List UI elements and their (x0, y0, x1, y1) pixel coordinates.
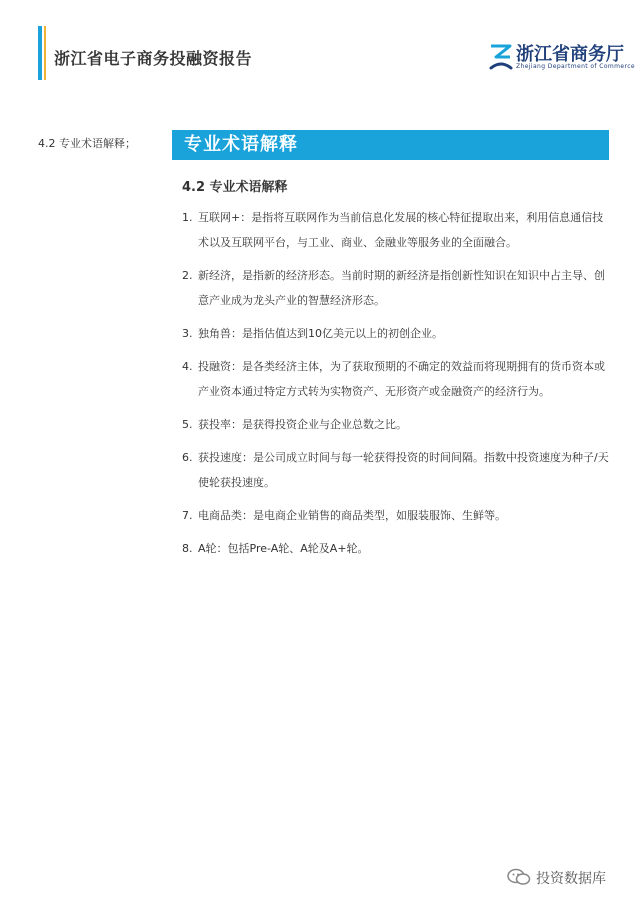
section-banner: 专业术语解释 (172, 130, 609, 160)
term-number: 4. (182, 360, 193, 373)
report-title: 浙江省电子商务投融资报告 (54, 49, 253, 68)
term-item (182, 412, 610, 437)
term-text: 电商品类：是电商企业销售的商品类型，如服装服饰、生鲜等。 (198, 509, 506, 522)
term-text: 互联网+：是指将互联网作为当前信息化发展的核心特征提取出来，利用信息通信技术以及互联网平台，与工业、商业、金融业等服务业的全面融合。 (198, 211, 604, 249)
section-sub-heading: 4.2 专业术语解释 (182, 180, 288, 195)
term-item (182, 536, 610, 561)
term-item (182, 445, 610, 495)
term-text: 投融资：是各类经济主体，为了获取预期的不确定的效益而将现期拥有的货币资本或产业资本通过特定方式转为实物资产、无形资产或金融资产的经济行为。 (198, 360, 605, 398)
term-number: 1. (182, 211, 193, 224)
term-number: 3. (182, 327, 193, 340)
side-section-label: 4.2 专业术语解释； (38, 137, 136, 150)
term-number: 6. (182, 451, 193, 464)
term-number: 7. (182, 509, 193, 522)
term-item (182, 205, 610, 255)
header-accent-bar-secondary (44, 26, 46, 80)
logo-chinese-text: 浙江省商务厅 (516, 44, 624, 65)
header-accent-bar (38, 26, 42, 80)
term-text: 独角兽：是指估值达到10亿美元以上的初创企业。 (198, 327, 443, 340)
watermark-text: 投资数据库 (536, 871, 606, 887)
term-number: 8. (182, 542, 193, 555)
department-logo-icon (488, 42, 514, 72)
term-number: 5. (182, 418, 193, 431)
terms-list (182, 205, 610, 569)
watermark (506, 867, 626, 891)
term-item (182, 263, 610, 313)
term-text: 获投率：是获得投资企业与企业总数之比。 (198, 418, 407, 431)
term-number: 2. (182, 269, 193, 282)
department-logo (488, 40, 636, 80)
wechat-icon (506, 867, 532, 887)
term-text: 新经济，是指新的经济形态。当前时期的新经济是指创新性知识在知识中占主导、创意产业成为龙头产业的智慧经济形态。 (198, 269, 605, 307)
term-item (182, 503, 610, 528)
term-item (182, 321, 610, 346)
term-text: A轮：包括Pre-A轮、A轮及A+轮。 (198, 542, 369, 555)
term-item (182, 354, 610, 404)
term-text: 获投速度：是公司成立时间与每一轮获得投资的时间间隔。指数中投资速度为种子/天使轮获投速度。 (198, 451, 609, 489)
page-header (0, 0, 640, 90)
logo-english-text: Zhejiang Department of Commerce (516, 63, 636, 70)
